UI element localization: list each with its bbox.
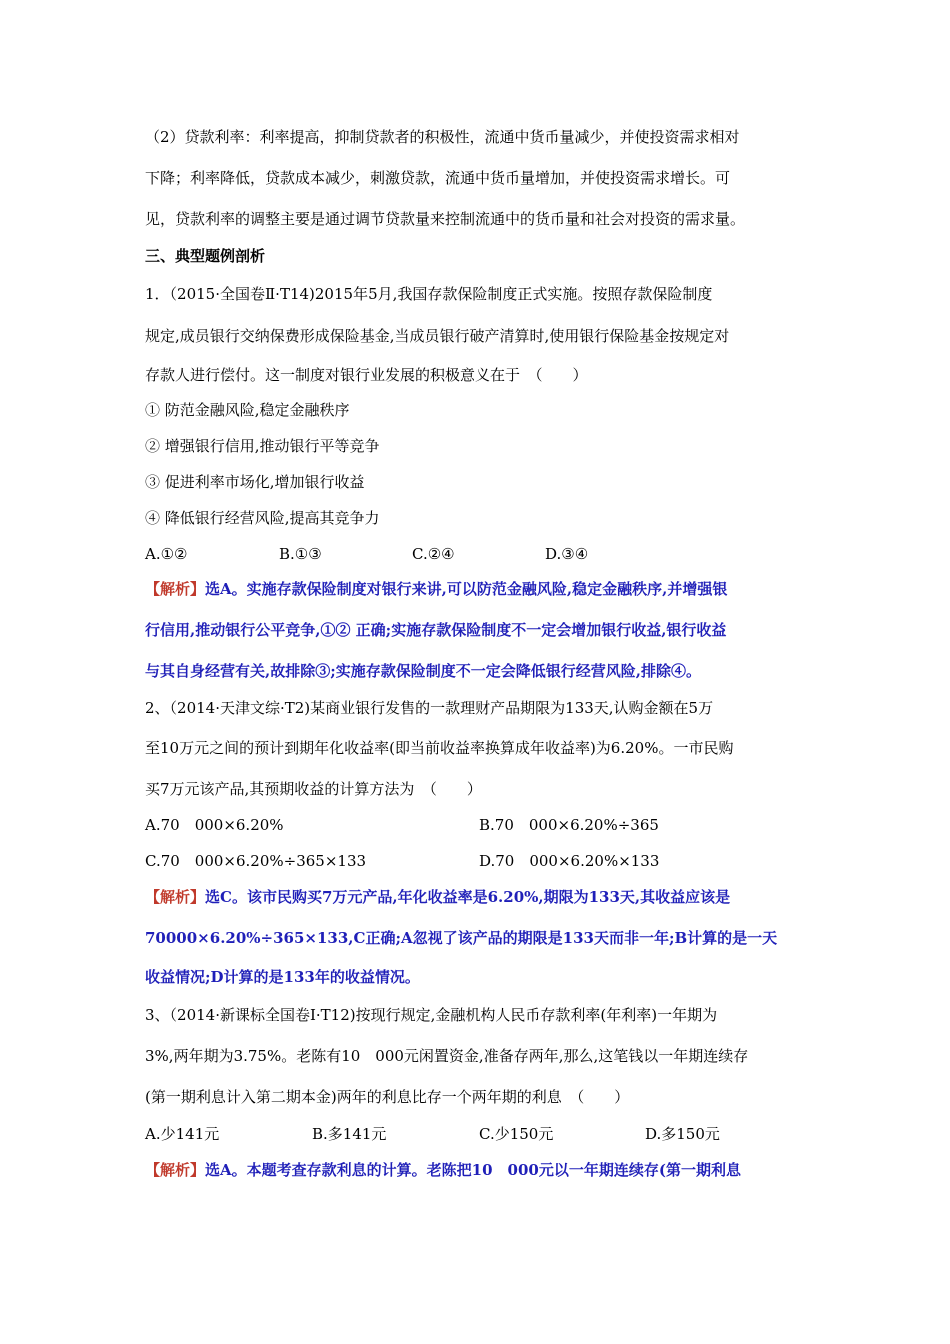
q2-option-a: A.70 000×6.20%	[145, 816, 284, 834]
q3-analysis-line-1: 【解析】选A。本题考查存款利息的计算。老陈把10 000元以一年期连续存(第一期利息	[145, 1161, 741, 1179]
q3-option-d: D.多150元	[645, 1125, 720, 1143]
q2-analysis-line-1: 【解析】选C。该市民购买7万元产品,年化收益率是6.20%,期限为133天,其收益应该是	[145, 888, 731, 906]
q2-analysis-tag: 【解析】	[145, 888, 206, 906]
q3-stem-line-1: 3、（2014·新课标全国卷Ⅰ·T12)按现行规定,金融机构人民币存款利率(年利率)一年期为	[145, 1006, 718, 1024]
q1-analysis-line-3: 与其自身经营有关,故排除③;实施存款保险制度不一定会降低银行经营风险,排除④。	[145, 662, 701, 680]
q1-analysis-line-2: 行信用,推动银行公平竞争,①② 正确;实施存款保险制度不一定会增加银行收益,银行收益	[145, 621, 727, 639]
q1-statement-2: ② 增强银行信用,推动银行平等竞争	[145, 437, 380, 455]
q3-stem-line-3: (第一期利息计入第二期本金)两年的利息比存一个两年期的利息 （ ）	[145, 1088, 630, 1106]
q1-statement-3: ③ 促进利率市场化,增加银行收益	[145, 473, 365, 491]
intro-line-2: 下降；利率降低，贷款成本减少，刺激贷款，流通中货币量增加，并使投资需求增长。可	[145, 169, 731, 187]
q2-stem-line-1: 2、（2014·天津文综·T2)某商业银行发售的一款理财产品期限为133天,认购金额在5万	[145, 699, 714, 717]
q1-option-c: C.②④	[412, 545, 455, 563]
q2-option-c: C.70 000×6.20%÷365×133	[145, 852, 367, 870]
q1-stem-line-1: 1．（2015·全国卷Ⅱ·T14)2015年5月,我国存款保险制度正式实施。按照存款保险制度	[145, 285, 713, 303]
q3-option-b: B.多141元	[312, 1125, 387, 1143]
section-title: 三、典型题例剖析	[145, 247, 266, 265]
intro-line-1: （2）贷款利率：利率提高，抑制贷款者的积极性，流通中货币量减少，并使投资需求相对	[145, 128, 740, 146]
q1-option-d: D.③④	[545, 545, 589, 563]
q1-statement-4: ④ 降低银行经营风险,提高其竞争力	[145, 509, 380, 527]
q3-stem-line-2: 3%,两年期为3.75%。老陈有10 000元闲置资金,准备存两年,那么,这笔钱以一年期连续存	[145, 1047, 749, 1065]
q3-option-c: C.少150元	[479, 1125, 554, 1143]
q2-analysis-line-3: 收益情况;D计算的是133年的收益情况。	[145, 968, 420, 986]
q1-analysis-line-1: 【解析】选A。实施存款保险制度对银行来讲,可以防范金融风险,稳定金融秩序,并增强银	[145, 580, 728, 598]
q1-stem-line-3: 存款人进行偿付。这一制度对银行业发展的积极意义在于 （ ）	[145, 366, 588, 384]
q1-option-b: B.①③	[279, 545, 322, 563]
q3-option-a: A.少141元	[145, 1125, 220, 1143]
q1-option-a: A.①②	[145, 545, 188, 563]
q1-stem-line-2: 规定,成员银行交纳保费形成保险基金,当成员银行破产清算时,使用银行保险基金按规定对	[145, 327, 730, 345]
intro-line-3: 见，贷款利率的调整主要是通过调节贷款量来控制流通中的货币量和社会对投资的需求量。	[145, 210, 746, 228]
q2-analysis-line-2: 70000×6.20%÷365×133,C正确;A忽视了该产品的期限是133天而非一年;B计算的是一天	[145, 929, 778, 947]
q1-analysis-tag: 【解析】	[145, 580, 206, 598]
q2-option-b: B.70 000×6.20%÷365	[479, 816, 659, 834]
q2-option-d: D.70 000×6.20%×133	[479, 852, 660, 870]
q2-stem-line-3: 买7万元该产品,其预期收益的计算方法为 （ ）	[145, 780, 482, 798]
q2-stem-line-2: 至10万元之间的预计到期年化收益率(即当前收益率换算成年收益率)为6.20%。一市民购	[145, 739, 734, 757]
q1-statement-1: ① 防范金融风险,稳定金融秩序	[145, 401, 350, 419]
q3-analysis-tag: 【解析】	[145, 1161, 206, 1179]
